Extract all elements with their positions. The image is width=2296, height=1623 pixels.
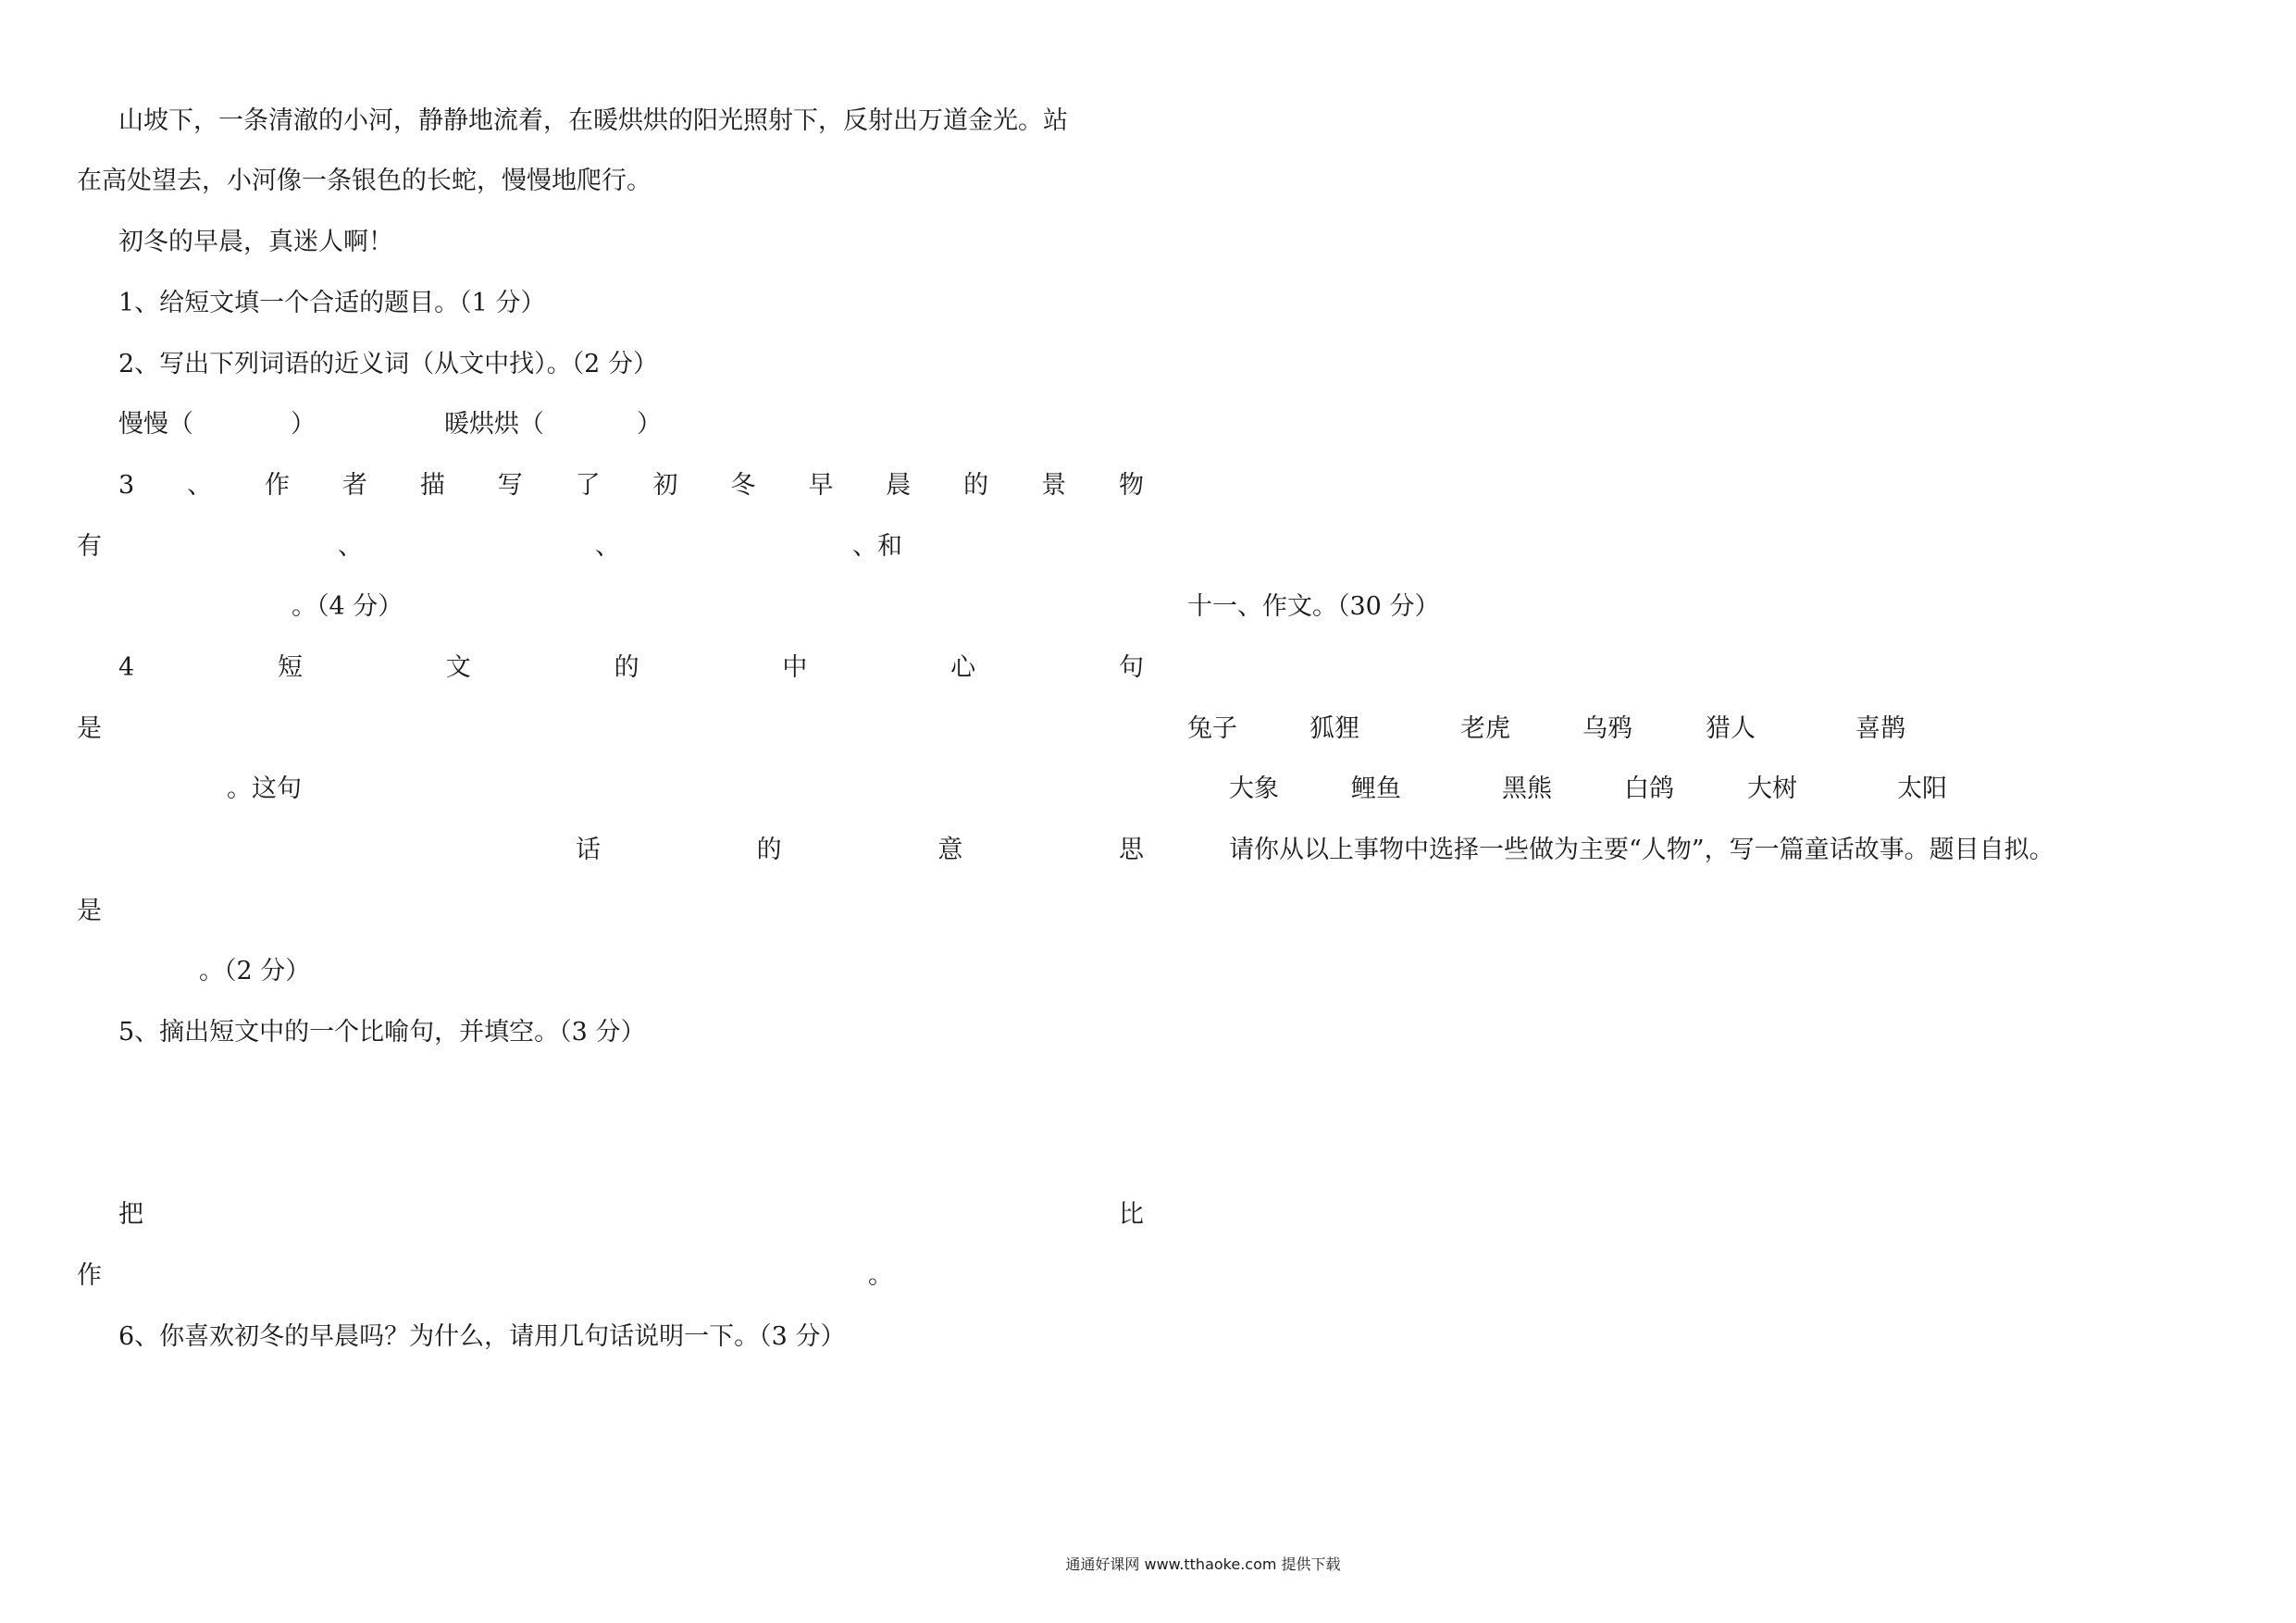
q4-text: 是 [77, 897, 102, 925]
q3-blank-row [77, 530, 1150, 564]
q3-separator: 、和 [852, 532, 902, 561]
topic-word: 大象 [1229, 774, 1279, 803]
topic-row-2 [1229, 773, 1969, 806]
topic-word: 黑熊 [1502, 774, 1552, 803]
passage-line: 在高处望去，小河像一条银色的长蛇，慢慢地爬行。 [77, 167, 652, 195]
topic-word: 狐狸 [1309, 714, 1359, 743]
q3-score: 。（4 分） [292, 592, 403, 621]
q3-char: 作 [265, 471, 290, 500]
passage-paragraph: 初冬的早晨，真迷人啊！ [118, 228, 393, 256]
q4-meaning-line [576, 834, 1144, 867]
q3-char: 写 [497, 471, 523, 500]
q5-text: 比 [1119, 1200, 1144, 1229]
q5-text: 作 [77, 1261, 102, 1290]
q3-char: 3 [118, 471, 135, 500]
topic-word: 喜鹊 [1855, 714, 1905, 743]
q3-char: 、 [187, 471, 213, 500]
q4-char: 的 [756, 836, 782, 864]
q4-text: 是 [77, 714, 102, 743]
question-5: 5、摘出短文中的一个比喻句，并填空。（3 分） [118, 1018, 646, 1047]
q4-char: 句 [1118, 653, 1144, 682]
q3-char: 初 [652, 471, 678, 500]
section-title: 十一、作文。（30 分） [1187, 592, 1440, 621]
question-1: 1、给短文填一个合适的题目。（1 分） [118, 289, 546, 317]
question-6: 6、你喜欢初冬的早晨吗？为什么，请用几句话说明一下。（3 分） [118, 1322, 846, 1351]
q4-char: 意 [937, 836, 963, 864]
q4-char: 话 [576, 836, 601, 864]
topic-word: 猎人 [1706, 714, 1756, 743]
q4-char: 短 [277, 653, 303, 682]
q2-word-2-close: ） [637, 410, 662, 439]
q4-char: 心 [950, 653, 976, 682]
topic-word: 白鸽 [1624, 774, 1674, 803]
q5-text: 把 [118, 1200, 143, 1229]
question-3-line [118, 469, 1144, 502]
q3-text: 有 [77, 532, 102, 561]
page-footer: 通通好课网 www.tthaoke.com 提供下载 [1065, 1555, 1341, 1573]
q2-word-1-close: ） [291, 410, 316, 439]
question-2: 2、写出下列词语的近义词（从文中找）。（2 分） [118, 350, 658, 378]
q4-char: 的 [614, 653, 639, 682]
passage-line: 山坡下，一条清澈的小河，静静地流着，在暖烘烘的阳光照射下，反射出万道金光。站 [118, 106, 1068, 135]
q4-char: 中 [782, 653, 808, 682]
q3-separator: 、 [595, 532, 620, 561]
q3-char: 者 [341, 471, 367, 500]
q3-separator: 、 [338, 532, 363, 561]
q4-char: 思 [1118, 836, 1144, 864]
q5-text: 。 [868, 1261, 893, 1290]
q3-char: 冬 [730, 471, 756, 500]
q4-text: 。这句 [227, 774, 302, 803]
question-4-line [118, 651, 1144, 685]
q4-char: 文 [445, 653, 471, 682]
q3-char: 早 [808, 471, 834, 500]
q3-char: 了 [575, 471, 601, 500]
q3-char: 景 [1041, 471, 1067, 500]
q3-char: 的 [963, 471, 989, 500]
q4-char: 4 [118, 653, 135, 682]
topic-word: 鲤鱼 [1351, 774, 1401, 803]
topic-word: 老虎 [1460, 714, 1510, 743]
topic-word: 兔子 [1187, 714, 1237, 743]
topic-row-1 [1187, 712, 1928, 746]
q3-char: 晨 [886, 471, 912, 500]
q2-word-1: 慢慢（ [118, 410, 193, 439]
composition-instruction: 请你从以上事物中选择一些做为主要“人物”，写一篇童话故事。题目自拟。 [1229, 836, 2054, 864]
topic-word: 乌鸦 [1582, 714, 1632, 743]
q2-word-row [118, 408, 766, 441]
topic-word: 太阳 [1897, 774, 1947, 803]
q3-char: 描 [419, 471, 445, 500]
topic-word: 大树 [1747, 774, 1797, 803]
q2-word-2: 暖烘烘（ [444, 410, 544, 439]
q3-char: 物 [1118, 471, 1144, 500]
q4-score: 。（2 分） [199, 957, 311, 985]
